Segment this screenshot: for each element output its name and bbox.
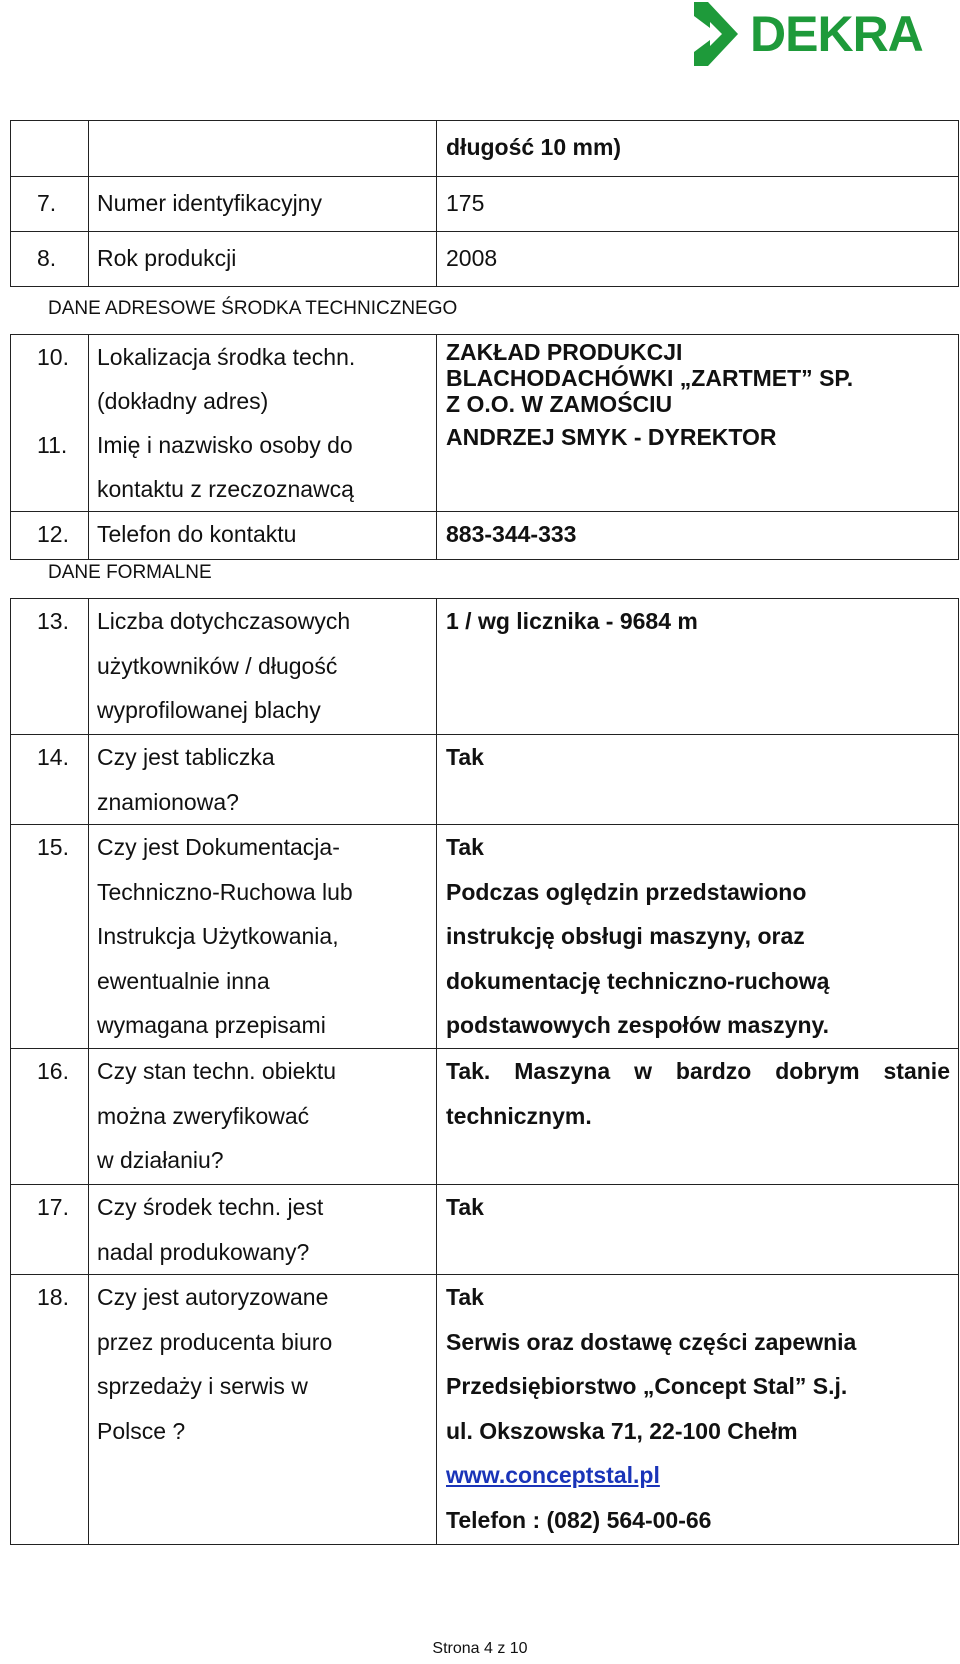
table-row	[11, 1275, 959, 1545]
row-value: 2008	[437, 232, 959, 287]
row-label: nadal produkowany?	[97, 1238, 310, 1265]
row-value: długość 10 mm)	[437, 121, 959, 177]
row-value: 175	[437, 177, 959, 232]
row-value: technicznym.	[446, 1102, 592, 1129]
row-number: 11.	[37, 432, 68, 458]
table-row	[11, 1185, 959, 1275]
row-label	[89, 121, 437, 177]
row-label: kontaktu z rzeczoznawcą	[97, 476, 354, 502]
row-label: Techniczno-Ruchowa lub	[97, 878, 353, 905]
row-number	[11, 121, 89, 177]
top-table	[10, 120, 959, 287]
row-number: 7.	[11, 177, 89, 232]
row-label: w działaniu?	[97, 1147, 224, 1173]
row-value: Serwis oraz dostawę części zapewnia	[446, 1328, 857, 1355]
row-value: Tak	[437, 735, 959, 825]
row-value: instrukcję obsługi maszyny, oraz	[446, 923, 805, 949]
section-heading-adres: DANE ADRESOWE ŚRODKA TECHNICZNEGO	[48, 298, 458, 319]
row-label: Czy jest tabliczka	[97, 744, 275, 770]
table-row	[11, 512, 959, 560]
row-value: 1 / wg licznika - 9684 m	[437, 599, 959, 735]
table-row	[11, 599, 959, 735]
row-value: dokumentację techniczno-ruchową	[446, 967, 830, 994]
table-row	[11, 335, 959, 512]
row-number: 16.	[11, 1049, 89, 1185]
row-label: wyprofilowanej blachy	[97, 697, 321, 723]
row-number: 10.	[37, 344, 69, 370]
row-number: 14.	[11, 735, 89, 825]
row-label: można zweryfikować	[97, 1102, 310, 1129]
row-number: 17.	[11, 1185, 89, 1275]
row-label: Czy środek techn. jest	[97, 1194, 324, 1220]
row-value: ANDRZEJ SMYK - DYREKTOR	[446, 424, 777, 450]
row-number: 15.	[11, 825, 89, 1049]
row-value: Przedsiębiorstwo „Concept Stal” S.j.	[446, 1373, 848, 1399]
logo-text: DEKRA	[750, 6, 923, 62]
row-label: Polsce ?	[97, 1417, 186, 1444]
row-value: Tak. Maszyna w bardzo dobrym stanie	[446, 1058, 950, 1084]
row-label: użytkowników / długość	[97, 652, 338, 679]
row-label: Imię i nazwisko osoby do	[97, 432, 353, 458]
row-label: przez producenta biuro	[97, 1328, 333, 1355]
row-label: Czy stan techn. obiektu	[97, 1058, 337, 1084]
row-value: Podczas oględzin przedstawiono	[446, 878, 807, 905]
row-label: wymagana przepisami	[97, 1012, 326, 1038]
table-row	[11, 825, 959, 1049]
row-label: Instrukcja Użytkowania,	[97, 923, 339, 949]
row-label: Telefon do kontaktu	[89, 512, 437, 560]
dekra-mark-icon	[690, 0, 748, 68]
row-value: ul. Okszowska 71, 22-100 Chełm	[446, 1417, 798, 1444]
table-row	[11, 177, 959, 232]
row-value: Tak	[437, 1185, 959, 1275]
row-label: Lokalizacja środka techn.	[97, 344, 356, 370]
row-label: Rok produkcji	[89, 232, 437, 287]
row-label: Liczba dotychczasowych	[97, 608, 351, 634]
row-number: 18.	[11, 1275, 89, 1545]
table-row	[11, 735, 959, 825]
row-value-phone: Telefon : (082) 564-00-66	[446, 1506, 712, 1533]
table-row	[11, 232, 959, 287]
row-value: BLACHODACHÓWKI „ZARTMET” SP.	[446, 365, 854, 391]
formal-table	[10, 598, 959, 1545]
table-row	[11, 121, 959, 177]
row-value: Tak	[446, 834, 484, 860]
row-value: Z O.O. W ZAMOŚCIU	[446, 391, 673, 417]
row-value: podstawowych zespołów maszyny.	[446, 1012, 829, 1038]
row-label: ewentualnie inna	[97, 967, 270, 994]
concept-stal-link[interactable]: www.conceptstal.pl	[446, 1462, 660, 1488]
address-table	[10, 334, 959, 560]
section-heading-formal: DANE FORMALNE	[48, 562, 212, 583]
row-value: 883-344-333	[437, 512, 959, 560]
row-label: Czy jest autoryzowane	[97, 1284, 329, 1310]
row-number: 12.	[11, 512, 89, 560]
row-number: 8.	[11, 232, 89, 287]
row-value: Tak	[446, 1284, 484, 1310]
row-label: znamionowa?	[97, 788, 239, 815]
row-label: Czy jest Dokumentacja-	[97, 834, 340, 860]
row-label: (dokładny adres)	[97, 388, 269, 414]
row-value: ZAKŁAD PRODUKCJI	[446, 339, 683, 365]
row-label: Numer identyfikacyjny	[89, 177, 437, 232]
row-label: sprzedaży i serwis w	[97, 1373, 308, 1399]
page-footer: Strona 4 z 10	[432, 1640, 528, 1657]
table-row	[11, 1049, 959, 1185]
dekra-logo	[690, 0, 940, 72]
row-number: 13.	[11, 599, 89, 735]
